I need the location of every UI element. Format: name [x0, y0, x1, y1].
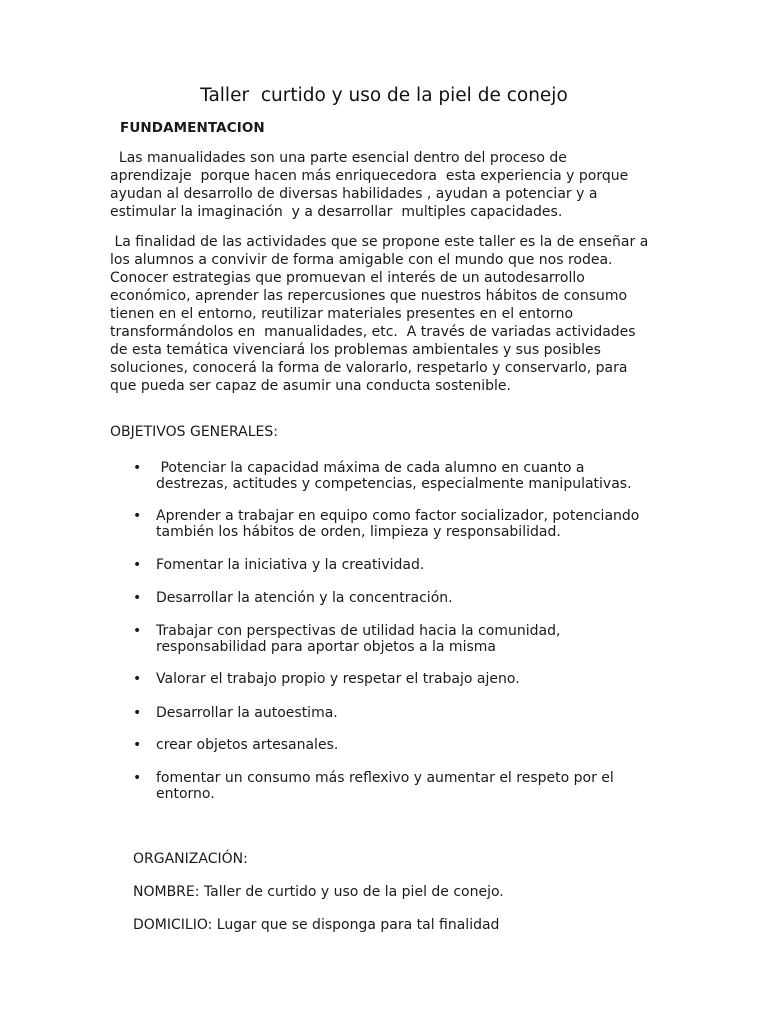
paragraph-line: económico, aprender las repercusiones que nuestros hábitos de consumo [110, 288, 628, 304]
paragraph-line: de esta temática vivenciará los problemas ambientales y sus posibles [110, 342, 601, 358]
paragraph-line: transformándolos en manualidades, etc. A través de variadas actividades [110, 324, 636, 340]
paragraph-line: aprendizaje porque hacen más enriquecedora esta experiencia y porque [110, 168, 629, 184]
document-title: Taller curtido y uso de la piel de conejo [200, 85, 568, 106]
section-heading-fundamentacion: FUNDAMENTACION [120, 120, 265, 136]
objectives-heading: OBJETIVOS GENERALES: [110, 424, 278, 440]
bullet-icon: • [133, 705, 142, 721]
list-item-line: entorno. [156, 786, 215, 802]
list-item-line: crear objetos artesanales. [156, 737, 339, 753]
bullet-icon: • [133, 770, 142, 786]
list-item-line: Desarrollar la atención y la concentración. [156, 590, 453, 606]
organization-address: DOMICILIO: Lugar que se disponga para tal finalidad [133, 917, 500, 933]
bullet-icon: • [133, 671, 142, 687]
paragraph-intro [110, 149, 670, 221]
bullet-icon: • [133, 623, 142, 639]
organization-name: NOMBRE: Taller de curtido y uso de la piel de conejo. [133, 884, 504, 900]
bullet-icon: • [133, 460, 142, 476]
bullet-icon: • [133, 737, 142, 753]
list-item-line: destrezas, actitudes y competencias, especialmente manipulativas. [156, 476, 632, 492]
list-item-line: responsabilidad para aportar objetos a la misma [156, 639, 496, 655]
paragraph-line: soluciones, conocerá la forma de valorarlo, respetarlo y conservarlo, para [110, 360, 628, 376]
bullet-icon: • [133, 508, 142, 524]
paragraph-purpose [110, 233, 670, 395]
paragraph-line: ayudan al desarrollo de diversas habilidades , ayudan a potenciar y a [110, 186, 598, 202]
paragraph-line: Las manualidades son una parte esencial dentro del proceso de [110, 150, 567, 166]
organization-heading: ORGANIZACIÓN: [133, 851, 248, 867]
paragraph-line: La finalidad de las actividades que se propone este taller es la de enseñar a [110, 234, 649, 250]
paragraph-line: los alumnos a convivir de forma amigable con el mundo que nos rodea. [110, 252, 613, 268]
list-item-line: Potenciar la capacidad máxima de cada alumno en cuanto a [156, 460, 585, 476]
paragraph-line: que pueda ser capaz de asumir una conducta sostenible. [110, 378, 511, 394]
paragraph-line: estimular la imaginación y a desarrollar multiples capacidades. [110, 204, 563, 220]
list-item-line: Fomentar la iniciativa y la creatividad. [156, 557, 425, 573]
paragraph-line: Conocer estrategias que promuevan el interés de un autodesarrollo [110, 270, 585, 286]
bullet-icon: • [133, 557, 142, 573]
list-item-line: fomentar un consumo más reflexivo y aumentar el respeto por el [156, 770, 614, 786]
list-item-line: Aprender a trabajar en equipo como factor socializador, potenciando [156, 508, 640, 524]
paragraph-line: tienen en el entorno, reutilizar materiales presentes en el entorno [110, 306, 574, 322]
list-item-line: Desarrollar la autoestima. [156, 705, 338, 721]
list-item-line: Trabajar con perspectivas de utilidad hacia la comunidad, [156, 623, 561, 639]
list-item-line: también los hábitos de orden, limpieza y responsabilidad. [156, 524, 561, 540]
list-item-line: Valorar el trabajo propio y respetar el trabajo ajeno. [156, 671, 520, 687]
bullet-icon: • [133, 590, 142, 606]
